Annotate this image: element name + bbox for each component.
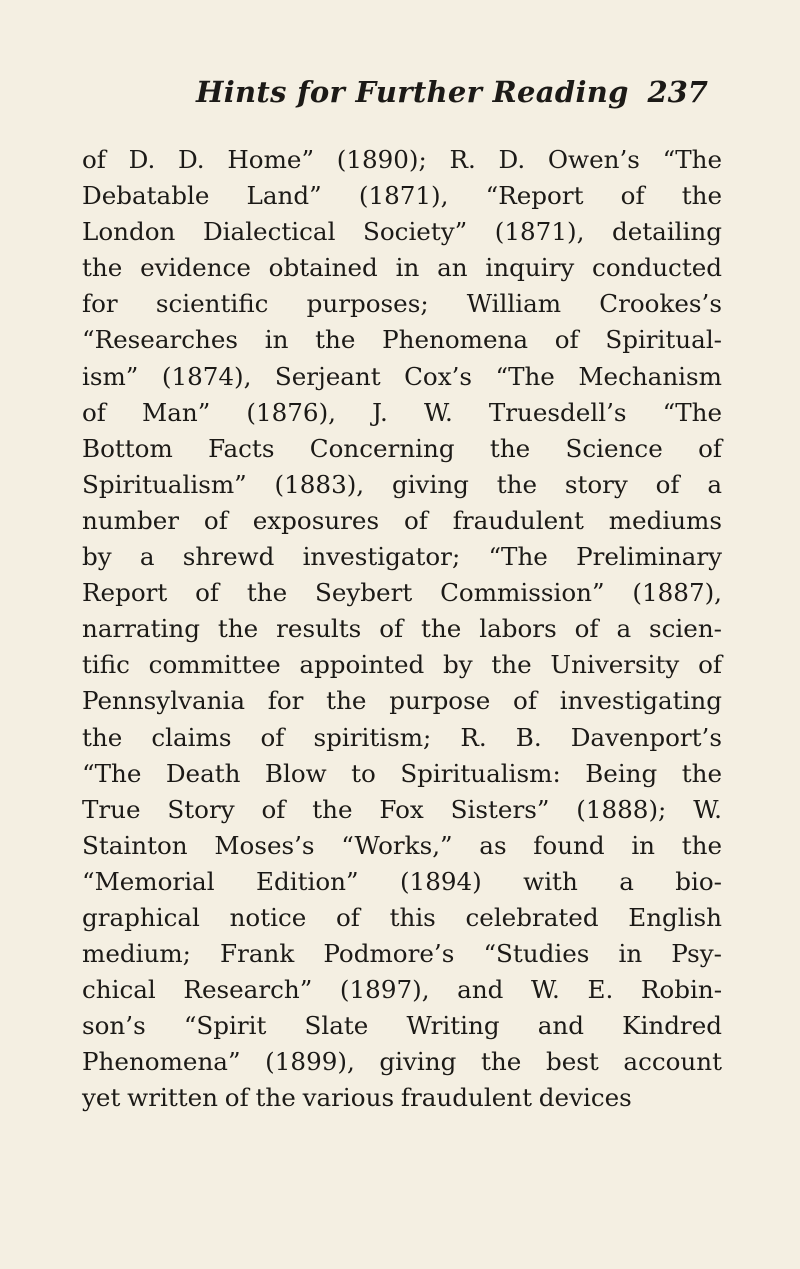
text-line: London Dialectical Society” (1871), detailing — [82, 217, 722, 247]
text-line: Spiritualism” (1883), giving the story of a — [82, 469, 722, 499]
running-title: Hints for Further Reading — [196, 75, 629, 109]
text-line: of Man” (1876), J. W. Truesdell’s “The — [82, 397, 722, 427]
text-line: for scientific purposes; William Crookes’s — [82, 289, 722, 319]
text-line: number of exposures of fraudulent mediums — [82, 505, 722, 535]
text-line: narrating the results of the labors of a scien- — [82, 614, 722, 644]
body-text — [82, 142, 722, 1117]
text-line: “Memorial Edition” (1894) with a bio- — [82, 866, 722, 896]
text-line: Report of the Seybert Commission” (1887), — [82, 578, 722, 608]
text-line: True Story of the Fox Sisters” (1888); W. — [82, 794, 722, 824]
text-line: of D. D. Home” (1890); R. D. Owen’s “The — [82, 145, 722, 174]
text-line: Debatable Land” (1871), “Report of the — [82, 181, 722, 211]
running-head — [0, 72, 800, 112]
text-line: medium; Frank Podmore’s “Studies in Psy- — [82, 939, 722, 969]
text-line: chical Research” (1897), and W. E. Robin- — [82, 975, 722, 1005]
text-line: “The Death Blow to Spiritualism: Being the — [82, 758, 722, 788]
text-line: graphical notice of this celebrated English — [82, 902, 722, 932]
text-line: “Researches in the Phenomena of Spiritual- — [82, 325, 722, 355]
text-line: Bottom Facts Concerning the Science of — [82, 433, 722, 463]
text-line: Phenomena” (1899), giving the best account — [82, 1047, 722, 1077]
text-line: son’s “Spirit Slate Writing and Kindred — [82, 1011, 722, 1041]
text-line: yet written of the various fraudulent devices — [82, 1083, 632, 1113]
page-number: 237 — [647, 75, 708, 109]
text-line: tific committee appointed by the University of — [82, 650, 722, 680]
text-line: ism” (1874), Serjeant Cox’s “The Mechanism — [82, 361, 722, 391]
text-line: Stainton Moses’s “Works,” as found in the — [82, 830, 722, 860]
text-line: the claims of spiritism; R. B. Davenport’s — [82, 722, 722, 752]
text-line: Pennsylvania for the purpose of investigating — [82, 686, 722, 716]
text-line: by a shrewd investigator; “The Preliminary — [82, 542, 722, 572]
text-line: the evidence obtained in an inquiry conducted — [82, 253, 722, 283]
